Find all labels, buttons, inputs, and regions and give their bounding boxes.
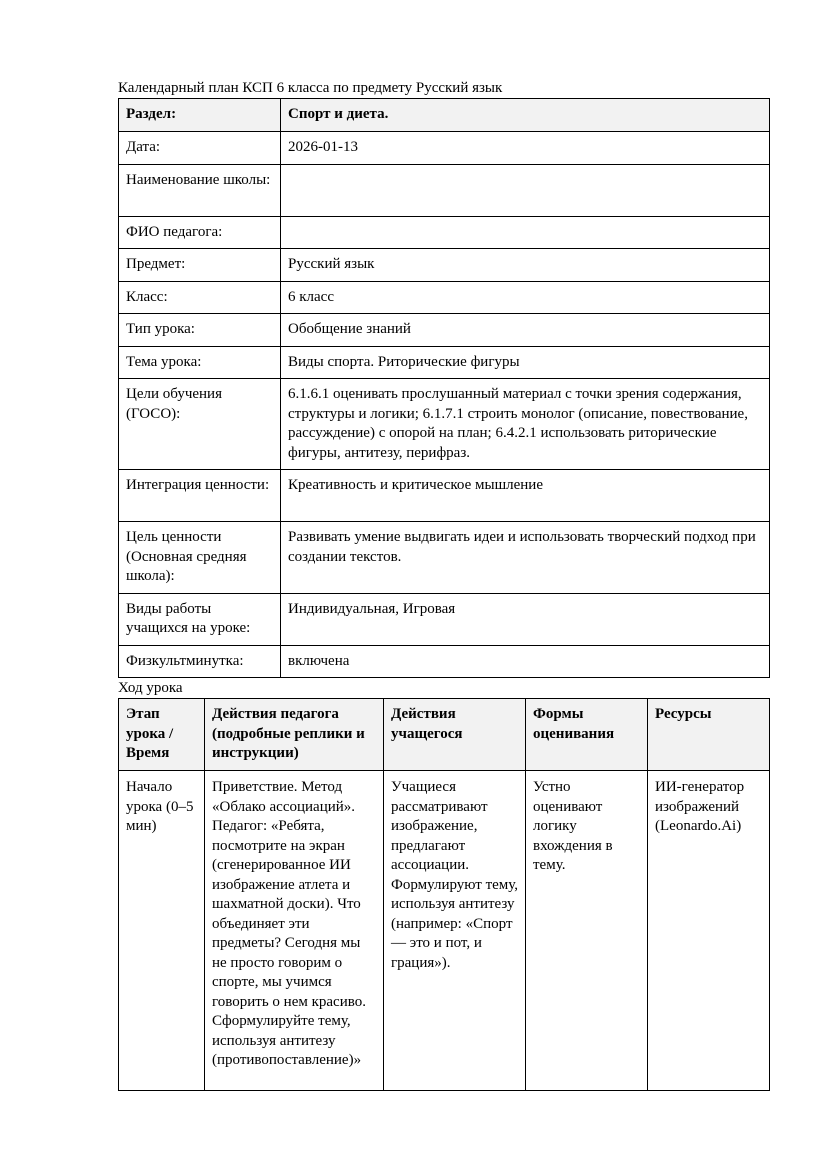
column-header-student: Действия учащегося (384, 699, 526, 771)
table-row (119, 470, 770, 522)
cell-stage: Начало урока (0–5 мин) (119, 771, 205, 1091)
row-label: ФИО педагога: (119, 216, 281, 249)
row-label: Цели обучения (ГОСО): (119, 379, 281, 470)
row-value: включена (281, 645, 770, 678)
cell-assessment: Устно оценивают логику вхождения в тему. (526, 771, 648, 1091)
row-value: Креативность и критическое мышление (281, 470, 770, 522)
lesson-info-table (118, 98, 770, 678)
column-header-stage: Этап урока / Время (119, 699, 205, 771)
cell-student-actions: Учащиеся рассматривают изображение, предлагают ассоциации. Формулируют тему, используя антитезу (например: «Спорт — это и пот, и грация»). (384, 771, 526, 1091)
cell-resources: ИИ-генератор изображений (Leonardo.Ai) (648, 771, 770, 1091)
table-row (119, 99, 770, 132)
column-header-assessment: Формы оценивания (526, 699, 648, 771)
row-value: Спорт и диета. (281, 99, 770, 132)
row-value: 2026-01-13 (281, 132, 770, 165)
row-value: Развивать умение выдвигать идеи и использовать творческий подход при создании текстов. (281, 522, 770, 594)
row-value (281, 216, 770, 249)
row-label: Класс: (119, 281, 281, 314)
document-page (118, 78, 769, 1091)
column-header-resources: Ресурсы (648, 699, 770, 771)
row-label: Виды работы учащихся на уроке: (119, 593, 281, 645)
row-value (281, 164, 770, 216)
row-label: Тип урока: (119, 314, 281, 347)
table-row (119, 522, 770, 594)
table-row (119, 771, 770, 1091)
table-header-row (119, 699, 770, 771)
table-row (119, 164, 770, 216)
row-label: Интеграция ценности: (119, 470, 281, 522)
row-value: 6 класс (281, 281, 770, 314)
table-row (119, 593, 770, 645)
row-label: Предмет: (119, 249, 281, 282)
table-row (119, 281, 770, 314)
lesson-flow-table (118, 698, 770, 1091)
table-row (119, 346, 770, 379)
cell-teacher-actions: Приветствие. Метод «Облако ассоциаций». Педагог: «Ребята, посмотрите на экран (сгенерированное ИИ изображение атлета и шахматной доски). Что объединяет эти предметы? Сегодня мы не просто говорим о спорте, мы учимся говорить о нем красиво. Сформулируйте тему, используя антитезу (противопоставление)» (205, 771, 384, 1091)
row-label: Физкультминутка: (119, 645, 281, 678)
table-row (119, 249, 770, 282)
table-row (119, 216, 770, 249)
document-title: Календарный план КСП 6 класса по предмету Русский язык (118, 80, 503, 96)
row-value: 6.1.6.1 оценивать прослушанный материал с точки зрения содержания, структуры и логики; 6.1.7.1 строить монолог (описание, повествование, рассуждение) с опорой на план; 6.4.2.1 использовать риторические фигуры, антитезу, перифраз. (281, 379, 770, 470)
row-label: Дата: (119, 132, 281, 165)
row-value: Виды спорта. Риторические фигуры (281, 346, 770, 379)
table-row (119, 314, 770, 347)
row-value: Обобщение знаний (281, 314, 770, 347)
row-label: Цель ценности (Основная средняя школа): (119, 522, 281, 594)
table-row (119, 645, 770, 678)
table-row (119, 132, 770, 165)
row-label: Раздел: (119, 99, 281, 132)
table-row (119, 379, 770, 470)
row-label: Наименование школы: (119, 164, 281, 216)
lesson-flow-caption: Ход урока (118, 680, 183, 696)
row-value: Индивидуальная, Игровая (281, 593, 770, 645)
column-header-teacher: Действия педагога (подробные реплики и инструкции) (205, 699, 384, 771)
row-value: Русский язык (281, 249, 770, 282)
row-label: Тема урока: (119, 346, 281, 379)
